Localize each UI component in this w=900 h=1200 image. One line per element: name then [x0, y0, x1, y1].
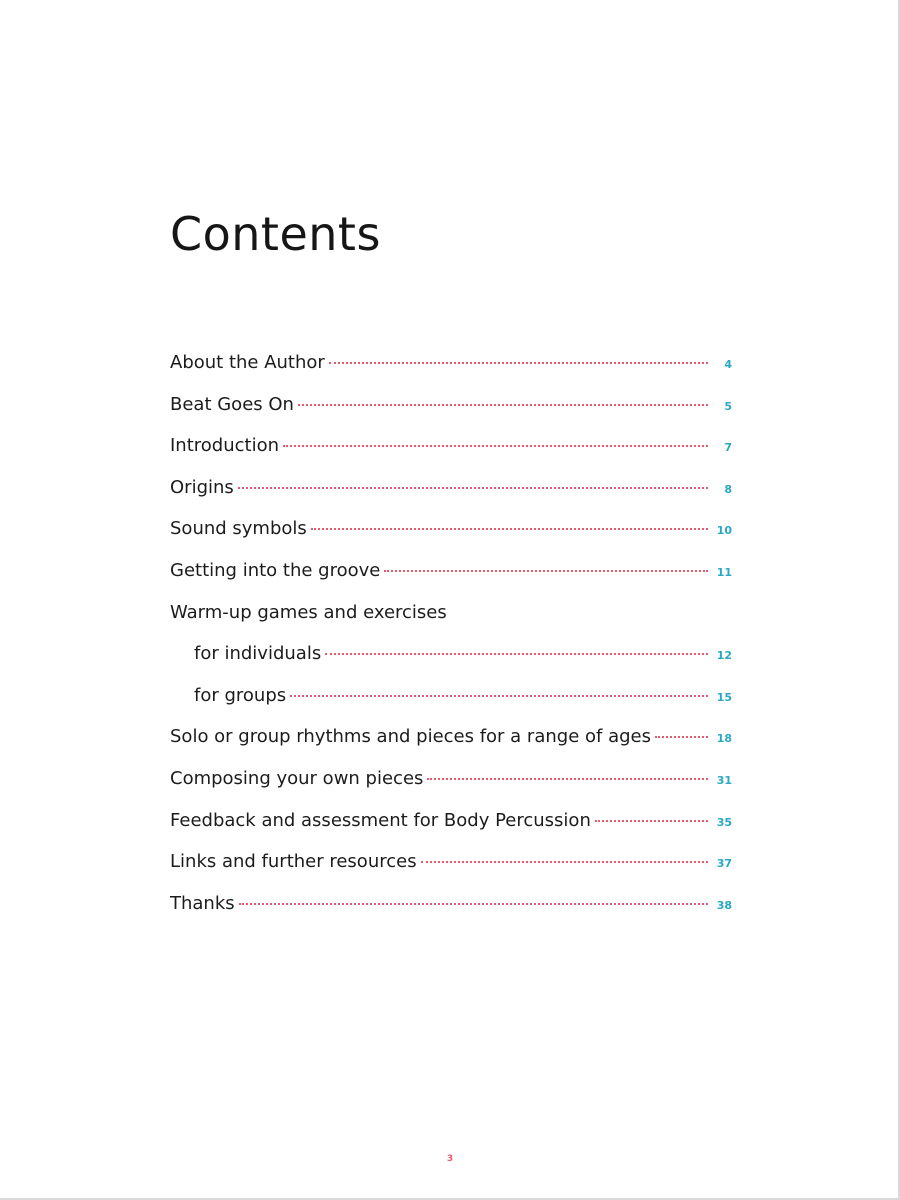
toc-entry-label: Composing your own pieces	[170, 768, 424, 789]
toc-dot-leader	[311, 528, 708, 530]
toc-dot-leader	[421, 861, 708, 863]
toc-entry-page-number: 10	[716, 524, 732, 538]
toc-entry-label: Introduction	[170, 435, 280, 457]
toc-entry	[170, 598, 732, 628]
toc-entry-label: Thanks	[170, 892, 235, 914]
toc-entry	[170, 348, 732, 378]
toc-entry-page-number: 8	[724, 482, 732, 496]
toc-dot-leader	[329, 362, 708, 364]
toc-entry	[170, 639, 732, 669]
toc-entry	[170, 514, 732, 544]
toc-entry	[170, 556, 732, 586]
toc-entry-label: Feedback and assessment for Body Percussion	[170, 809, 591, 831]
toc-entry-label: Warm-up games and exercises	[170, 601, 447, 623]
toc-dot-leader	[290, 695, 708, 697]
toc-entry-label: for individuals	[194, 643, 322, 665]
toc-entry-page-number: 4	[724, 358, 732, 371]
toc-dot-leader	[239, 903, 708, 905]
toc-dot-leader	[595, 820, 708, 822]
toc-entry-label: Solo or group rhythms and pieces for a range of ages	[170, 726, 651, 748]
page-title: Contents	[170, 207, 381, 261]
toc-entry	[170, 847, 732, 877]
toc-entry-page-number: 12	[716, 649, 732, 663]
toc-entry-page-number: 7	[724, 441, 732, 455]
toc-entry-page-number: 18	[716, 732, 732, 746]
toc-entry	[170, 889, 732, 919]
toc-entry-label: About the Author	[170, 352, 325, 373]
toc-entry-page-number: 37	[716, 857, 732, 871]
toc-entry	[170, 681, 732, 711]
toc-entry	[170, 431, 732, 461]
toc-entry-label: Beat Goes On	[170, 393, 294, 415]
toc-entry-label: for groups	[194, 684, 287, 706]
toc-entry-page-number: 5	[724, 399, 732, 413]
toc-dot-leader	[238, 487, 708, 489]
toc-dot-leader	[384, 570, 708, 572]
toc-entry-label: Origins	[170, 476, 234, 498]
toc-entry-page-number: 31	[716, 774, 732, 787]
toc-entry-page-number: 38	[716, 898, 732, 912]
toc-entry	[170, 722, 732, 752]
toc-entry-page-number: 15	[716, 690, 732, 704]
toc-dot-leader	[655, 736, 708, 738]
toc-dot-leader	[427, 778, 708, 780]
toc-dot-leader	[298, 404, 708, 406]
toc-entry	[170, 390, 732, 420]
toc-dot-leader	[283, 445, 708, 447]
toc-dot-leader	[325, 653, 708, 655]
toc-entry	[170, 806, 732, 836]
toc-entry	[170, 764, 732, 794]
toc-entry-page-number: 35	[716, 815, 732, 829]
toc-entry-label: Links and further resources	[170, 851, 417, 873]
toc-entry	[170, 473, 732, 503]
toc-entry-page-number: 11	[716, 566, 732, 579]
toc-entry-label: Getting into the groove	[170, 560, 381, 581]
toc-entry-label: Sound symbols	[170, 518, 307, 540]
footer-page-number: 3	[446, 1154, 454, 1164]
